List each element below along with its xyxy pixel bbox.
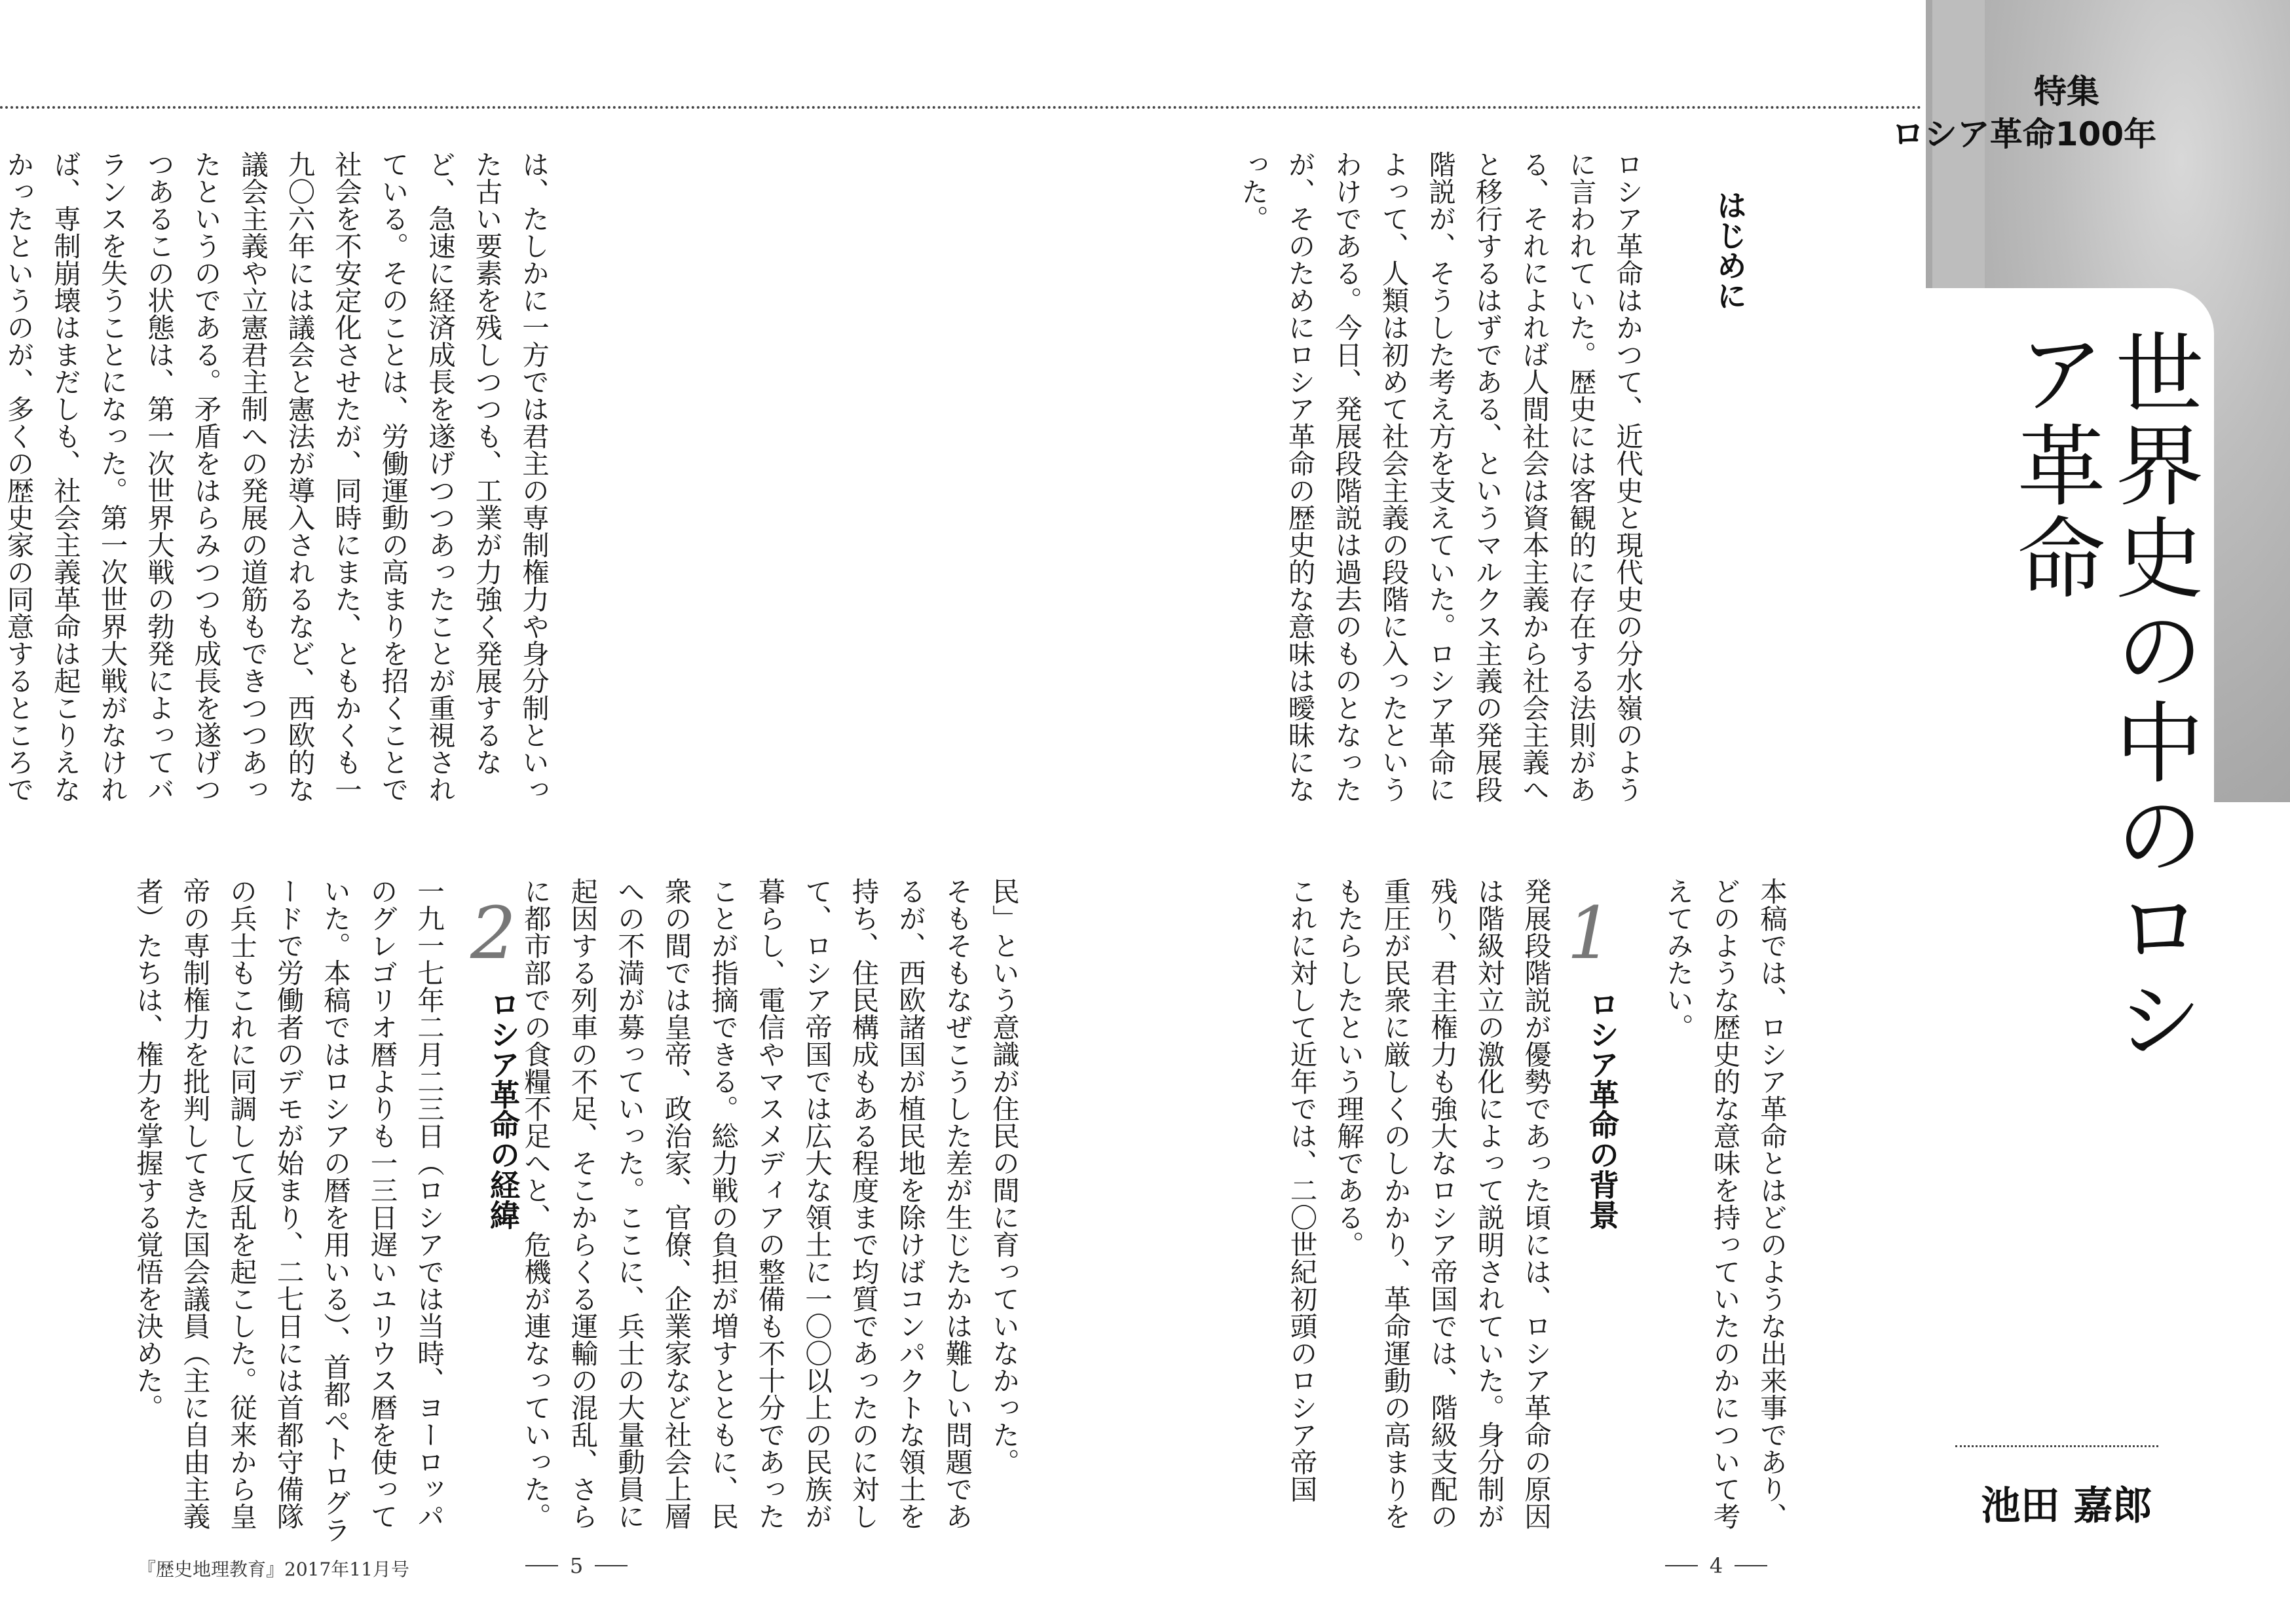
author-name: 池田 嘉郎: [1981, 1483, 2152, 1529]
section-2-number: 2: [470, 891, 516, 975]
section-1-number: 1: [1567, 891, 1613, 975]
p4-bottom-text-b: 発展段階説が優勢であった頃には、ロシア革命の原因は階級対立の激化によって説明されていた。身分制が残り、君主権力も強大なロシア帝国では、階級支配の重圧が民衆に厳しくのしかかり、革命運動の高まりをもたらしたという理解である。 これに対して近年では、二〇世紀初頭のロシア帝国: [1285, 877, 1552, 1530]
p5-bottom-text-a: 民」という意識が住民の間に育っていなかった。 そもそもなぜこうした差が生じたかは難しい問題であるが、西欧諸国が植民地を除けばコンパクトな領土を持ち、住民構成もある程度まで均質であったのに対して、ロシア帝国では広大な領土に一〇〇以上の民族が暮らし、電信やマスメディアの整備も不十分であったことが指摘できる。総力戦の負担が増すとともに、民衆の間では皇帝、政治家、官僚、企業家など社会上層への不満が募っていった。ここに、兵士の大量動員に起因する列車の不足、そこからくる運輸の混乱、さらに都市部での食糧不足へと、危機が連なっていった。: [519, 877, 1020, 1530]
journal-footer: 『歴史地理教育』2017年11月号: [138, 1559, 409, 1580]
page-number-left: [511, 1553, 642, 1578]
author-dotted-rule: [1955, 1445, 2158, 1447]
page-dash-right: [595, 1565, 628, 1566]
header-dotted-rule: [0, 106, 1923, 109]
page-number-left-value: 5: [569, 1553, 584, 1578]
p4-bottom-text-a: 本稿では、ロシア革命とはどのような出来事であり、どのような歴史的な意味を持っていたのかについて考えてみたい。: [1662, 877, 1788, 1530]
p5-top-text: は、たしかに一方では君主の専制権力や身分制といった古い要素を残しつつも、工業が力強く発展するなど、急速に経済成長を遂げつつあったことが重視されている。そのことは、労働運動の高まりを招くことで社会を不安定化させたが、同時にまた、ともかくも一九〇六年には議会と憲法が導入されるなど、西欧的な議会主義や立憲君主制への発展の道筋もできつつあったというのである。矛盾をはらみつつも成長を遂げつつあるこの状態は、第一次世界大戦の勃発によってバランスを失うことになった。第一次世界大戦がなければ、専制崩壊はまだしも、社会主義革命は起こりえなかったというのが、多くの歴史家の同意するところで: [2, 151, 550, 803]
page-number-right-value: 4: [1709, 1553, 1723, 1578]
section-1-heading: ロシア革命の背景: [1585, 989, 1620, 1230]
page-dash-right: [1735, 1565, 1767, 1566]
series-label: ロシア革命100年: [1891, 115, 2157, 153]
p5-bottom-text-b: 一九一七年二月二三日（ロシアでは当時、ヨーロッパのグレゴリオ暦よりも一三日遅いユリウス暦を使っていた。本稿ではロシアの暦を用いる）、首都ペトログラードで労働者のデモが始まり、二七日には首都守備隊の兵士もこれに同調して反乱を起こした。従来から皇帝の専制権力を批判してきた国会議員（主に自由主義者）たちは、権力を掌握する覚悟を決めた。: [132, 877, 445, 1543]
page-dash-left: [1665, 1565, 1698, 1566]
page-dash-left: [525, 1565, 558, 1566]
page-number-right: [1651, 1553, 1782, 1578]
tokushu-label: 特集: [2034, 73, 2099, 111]
article-title: 世界史の中のロシア革命: [2002, 327, 2204, 1066]
intro-heading: はじめに: [1712, 190, 1748, 310]
section-2-heading: ロシア革命の経緯: [485, 989, 521, 1230]
p4-top-text: ロシア革命はかつて、近代史と現代史の分水嶺のように言われていた。歴史には客観的に存在する法則がある、それによれば人間社会は資本主義から社会主義へと移行するはずである、というマルクス主義の発展段階説が、そうした考え方を支えていた。ロシア革命によって、人類は初めて社会主義の段階に入ったというわけである。今日、発展段階説は過去のものとなったが、そのためにロシア革命の歴史的な意味は曖昧になった。: [1237, 151, 1643, 803]
